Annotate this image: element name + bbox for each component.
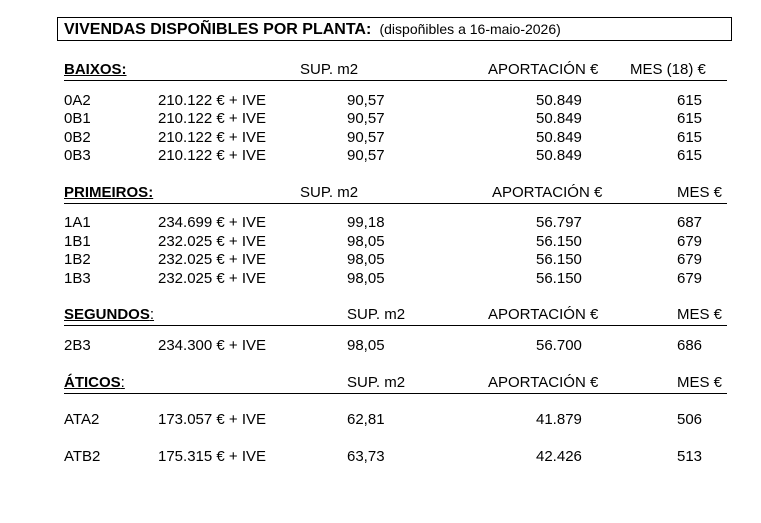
contribution-cell: 56.150: [536, 251, 582, 268]
area-cell: 90,57: [347, 92, 385, 109]
monthly-cell: 506: [677, 411, 703, 428]
header-area-baixos: SUP. m2: [300, 61, 359, 78]
price-cell: 173.057 € + IVE: [158, 411, 267, 428]
contribution-cell: 50.849: [536, 147, 582, 164]
unit-cell: ATB2: [64, 448, 101, 465]
area-cell: 62,81: [347, 411, 385, 428]
monthly-cell: 679: [677, 251, 703, 268]
header-contribution-primeiros: APORTACIÓN €: [492, 184, 603, 201]
contribution-cell: 56.797: [536, 214, 582, 231]
header-area-segundos: SUP. m2: [347, 306, 406, 323]
contribution-cell: 50.849: [536, 110, 582, 127]
area-cell: 99,18: [347, 214, 385, 231]
header-monthly-aticos: MES €: [677, 374, 723, 391]
header-contribution-baixos: APORTACIÓN €: [488, 61, 599, 78]
price-cell: 234.699 € + IVE: [158, 214, 267, 231]
price-cell: 210.122 € + IVE: [158, 92, 267, 109]
section-underline-segundos: [64, 325, 727, 326]
section-underline-baixos: [64, 80, 727, 81]
contribution-cell: 50.849: [536, 92, 582, 109]
area-cell: 98,05: [347, 337, 385, 354]
area-cell: 98,05: [347, 270, 385, 287]
unit-cell: 0B1: [64, 110, 91, 127]
area-cell: 90,57: [347, 147, 385, 164]
contribution-cell: 56.700: [536, 337, 582, 354]
section-underline-aticos: [64, 393, 727, 394]
price-cell: 232.025 € + IVE: [158, 270, 267, 287]
section-label-segundos: SEGUNDOS:: [64, 306, 155, 323]
page-title: VIVENDAS DISPOÑIBLES POR PLANTA:: [64, 21, 372, 38]
area-cell: 98,05: [347, 251, 385, 268]
section-label-aticos: ÁTICOS:: [64, 374, 125, 391]
unit-cell: ATA2: [64, 411, 100, 428]
monthly-cell: 679: [677, 270, 703, 287]
page-title-box: [57, 17, 732, 41]
monthly-cell: 615: [677, 92, 703, 109]
contribution-cell: 42.426: [536, 448, 582, 465]
header-contribution-segundos: APORTACIÓN €: [488, 306, 599, 323]
price-cell: 210.122 € + IVE: [158, 129, 267, 146]
section-label-baixos: BAIXOS:: [64, 61, 127, 78]
monthly-cell: 679: [677, 233, 703, 250]
area-cell: 98,05: [347, 233, 385, 250]
header-contribution-aticos: APORTACIÓN €: [488, 374, 599, 391]
header-monthly-segundos: MES €: [677, 306, 723, 323]
contribution-cell: 41.879: [536, 411, 582, 428]
contribution-cell: 56.150: [536, 270, 582, 287]
unit-cell: 0B3: [64, 147, 91, 164]
unit-cell: 1B3: [64, 270, 91, 287]
monthly-cell: 615: [677, 147, 703, 164]
contribution-cell: 50.849: [536, 129, 582, 146]
price-cell: 234.300 € + IVE: [158, 337, 267, 354]
price-cell: 232.025 € + IVE: [158, 251, 267, 268]
price-cell: 210.122 € + IVE: [158, 147, 267, 164]
price-cell: 175.315 € + IVE: [158, 448, 267, 465]
unit-cell: 0A2: [64, 92, 91, 109]
header-monthly-primeiros: MES €: [677, 184, 723, 201]
area-cell: 90,57: [347, 110, 385, 127]
section-label-primeiros: PRIMEIROS:: [64, 184, 154, 201]
monthly-cell: 687: [677, 214, 703, 231]
unit-cell: 1B1: [64, 233, 91, 250]
header-area-primeiros: SUP. m2: [300, 184, 359, 201]
monthly-cell: 615: [677, 129, 703, 146]
unit-cell: 2B3: [64, 337, 91, 354]
page-subtitle: (dispoñibles a 16-maio-2026): [379, 21, 561, 37]
contribution-cell: 56.150: [536, 233, 582, 250]
area-cell: 63,73: [347, 448, 385, 465]
price-cell: 232.025 € + IVE: [158, 233, 267, 250]
unit-cell: 0B2: [64, 129, 91, 146]
header-area-aticos: SUP. m2: [347, 374, 406, 391]
monthly-cell: 686: [677, 337, 703, 354]
section-underline-primeiros: [64, 203, 727, 204]
unit-cell: 1A1: [64, 214, 91, 231]
monthly-cell: 615: [677, 110, 703, 127]
monthly-cell: 513: [677, 448, 703, 465]
header-monthly-baixos: MES (18) €: [630, 61, 706, 78]
area-cell: 90,57: [347, 129, 385, 146]
price-cell: 210.122 € + IVE: [158, 110, 267, 127]
unit-cell: 1B2: [64, 251, 91, 268]
